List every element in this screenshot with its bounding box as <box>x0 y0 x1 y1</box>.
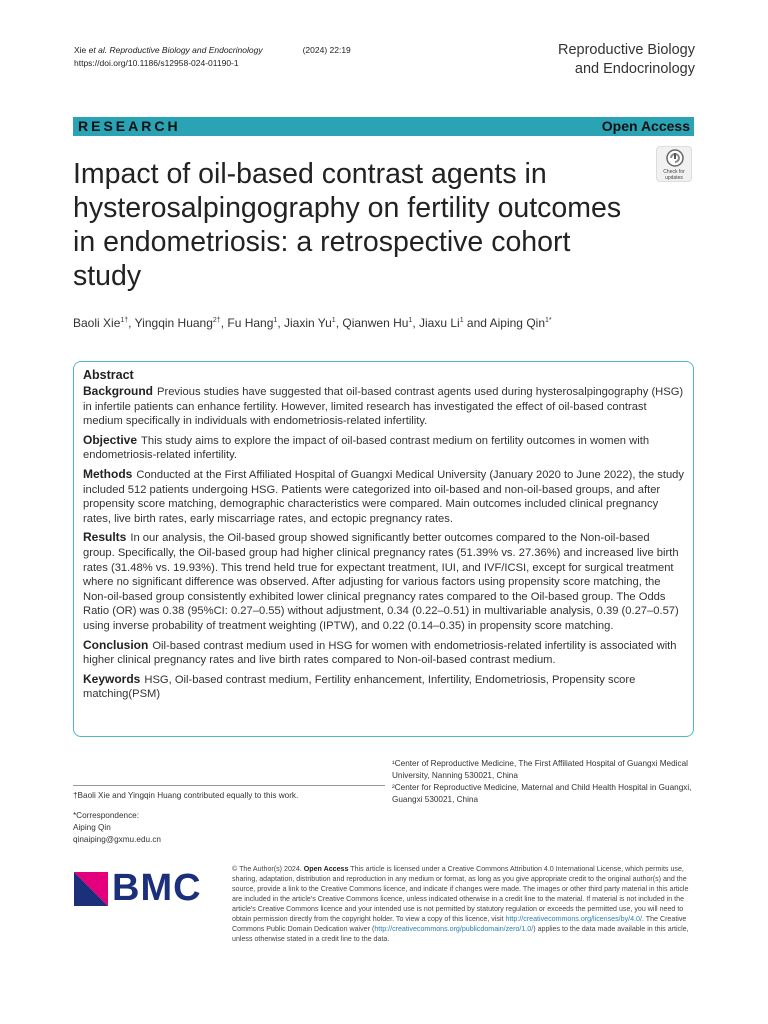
citation-text: Xie et al. Reproductive Biology and Endocrinology <box>74 45 263 55</box>
author-name[interactable]: Baoli Xie$^{1\dagger}$ <box>73 316 129 330</box>
author-affiliation-marker: 1 <box>331 317 336 324</box>
footnote-divider <box>73 785 385 786</box>
open-access-label: Open Access <box>601 118 690 134</box>
author-affiliation-marker: 1 <box>273 317 278 324</box>
abstract-conclusion: Conclusion Oil-based contrast medium used in HSG for women with endometriosis-related infertility is associated with higher clinical pregnancy rates and live birth rates compared to Non-oil-based contrast medium. <box>83 637 677 667</box>
public-domain-link[interactable]: http://creativecommons.org/publicdomain/zero/1.0/ <box>374 925 534 933</box>
author-affiliation-marker: 1† <box>120 317 129 324</box>
journal-name: Reproductive Biology and Endocrinology <box>557 42 695 77</box>
correspondence-label: *Correspondence: <box>73 811 139 820</box>
author-affiliation-marker: 2† <box>212 317 221 324</box>
author-list: Baoli Xie$^{1\dagger}$, Yingqin Huang$^{2\dagger}$, Fu Hang$^1$, Jiaxin Yu$^1$, Qianwen Hu$^1$, Jiaxu Li$^1$ and Aiping Qin$^{1*}$ <box>73 316 552 330</box>
author-affiliation-marker: 1 <box>408 317 413 324</box>
doi-link[interactable]: https://doi.org/10.1186/s12958-024-01190-1 <box>74 58 239 68</box>
affiliation-1: ¹Center of Reproductive Medicine, The First Affiliated Hospital of Guangxi Medical University, Nanning 530021, China <box>392 759 688 780</box>
license-text: © The Author(s) 2024. Open Access This article is licensed under a Creative Commons Attribution 4.0 International License, which permits use, sharing, adaptation, distribution and reproduction in any medium or format, as long as you give appropriate credit to the original author(s) and the source, provide a link to the Creative Commons licence, and indicate if changes were made. The images or other third party material in this article are included in the article's Creative Commons licence, unless indicated otherwise in a credit line to the material. If material is not included in the article's Creative Commons licence and your intended use is not permitted by statutory regulation or exceeds the permitted use, you will need to obtain permission directly from the copyright holder. To view a copy of this licence, visit http://creativecommons.org/licenses/by/4.0/. The Creative Commons Public Domain Dedication waiver (http://creativecommons.org/publicdomain/zero/1.0/) applies to the data made available in this article, unless otherwise stated in a credit line to the data. <box>232 865 689 943</box>
author-name[interactable]: Aiping Qin$^{1*}$ <box>489 316 552 330</box>
abstract-objective: Objective This study aims to explore the impact of oil-based contrast medium on fertility outcomes in women with endometriosis-related infertility. <box>83 432 650 462</box>
correspondence-email[interactable]: qinaiping@gxmu.edu.cn <box>73 835 161 844</box>
author-affiliation-marker: 1* <box>545 317 552 324</box>
section-bar <box>73 117 694 136</box>
abstract-keywords: Keywords HSG, Oil-based contrast medium, Fertility enhancement, Infertility, Endometriosis, Propensity score matching(PSM) <box>83 671 636 701</box>
equal-contribution-note: †Baoli Xie and Yingqin Huang contributed equally to this work. <box>73 791 299 800</box>
affiliations <box>392 758 692 806</box>
author-name[interactable]: Yingqin Huang$^{2\dagger}$ <box>134 316 221 330</box>
correspondence-name: Aiping Qin <box>73 823 111 832</box>
abstract-heading: Abstract <box>83 368 134 382</box>
citation-volume: (2024) 22:19 <box>302 45 351 55</box>
affiliation-2: ²Center for Reproductive Medicine, Maternal and Child Health Hospital in Guangxi, Guangxi 530021, China <box>392 783 692 804</box>
abstract-results: Results In our analysis, the Oil-based group showed significantly better outcomes compared to the Non-oil-based group. Specifically, the Oil-based group had higher clinical pregnancy rates (51.39% vs. 27.36%) and increased live birth rates (31.48% vs. 19.93%). This trend held true for expectant treatment, IUI, and IVF/ICSI, except for surgical treatment where no significant difference was observed. After adjusting for various factors using propensity score matching, the Non-oil-based group consistently exhibited lower clinical pregnancy rates compared to the Oil-based group. The Odds Ratio (OR) was 0.38 (95%CI: 0.27–0.55) without adjustment, 0.34 (0.22–0.51) in multivariable analysis, 0.39 (0.27–0.57) using inverse probability of treatment weighting (IPTW), and 0.22 (0.14–0.35) in propensity score matching. <box>83 530 679 632</box>
check-updates-icon <box>666 149 684 167</box>
check-for-updates-badge[interactable]: Check for updates <box>656 146 692 182</box>
bmc-logo-text: BMC <box>112 867 202 909</box>
section-label: RESEARCH <box>78 118 181 134</box>
author-name[interactable]: Jiaxu Li$^1$ <box>419 316 464 330</box>
abstract-methods: Methods Conducted at the First Affiliated Hospital of Guangxi Medical University (January 2020 to June 2022), the study included 512 patients undergoing HSG. Patients were categorized into oil-based and non-oil-based groups, and after propensity score matching, demographic characteristics were compared. Main outcomes included clinical pregnancy rates, live birth rates, early miscarriage rates, and ectopic pregnancy rates. <box>83 466 685 525</box>
author-name[interactable]: Qianwen Hu$^1$ <box>342 316 413 330</box>
bmc-logo <box>74 867 202 910</box>
footnotes-left <box>73 790 373 846</box>
author-name[interactable]: Fu Hang$^1$ <box>227 316 278 330</box>
abstract-background: Background Previous studies have suggested that oil-based contrast agents used during hysterosalpingography (HSG) in infertile patients can enhance fertility. However, limited research has investigated the effect of oil-based contrast medium specifically in individuals with endometriosis-related infertility. <box>83 384 684 428</box>
abstract-box <box>73 361 694 737</box>
author-name[interactable]: Jiaxin Yu$^1$ <box>283 316 336 330</box>
bmc-logo-mark-icon <box>74 872 108 906</box>
article-title: Impact of oil-based contrast agents in hysterosalpingography on fertility outcomes in endometriosis: a retrospective cohort study <box>73 158 622 292</box>
author-affiliation-marker: 1 <box>459 317 464 324</box>
citation-header <box>74 44 351 70</box>
license-link[interactable]: http://creativecommons.org/licenses/by/4.0/ <box>505 915 642 923</box>
